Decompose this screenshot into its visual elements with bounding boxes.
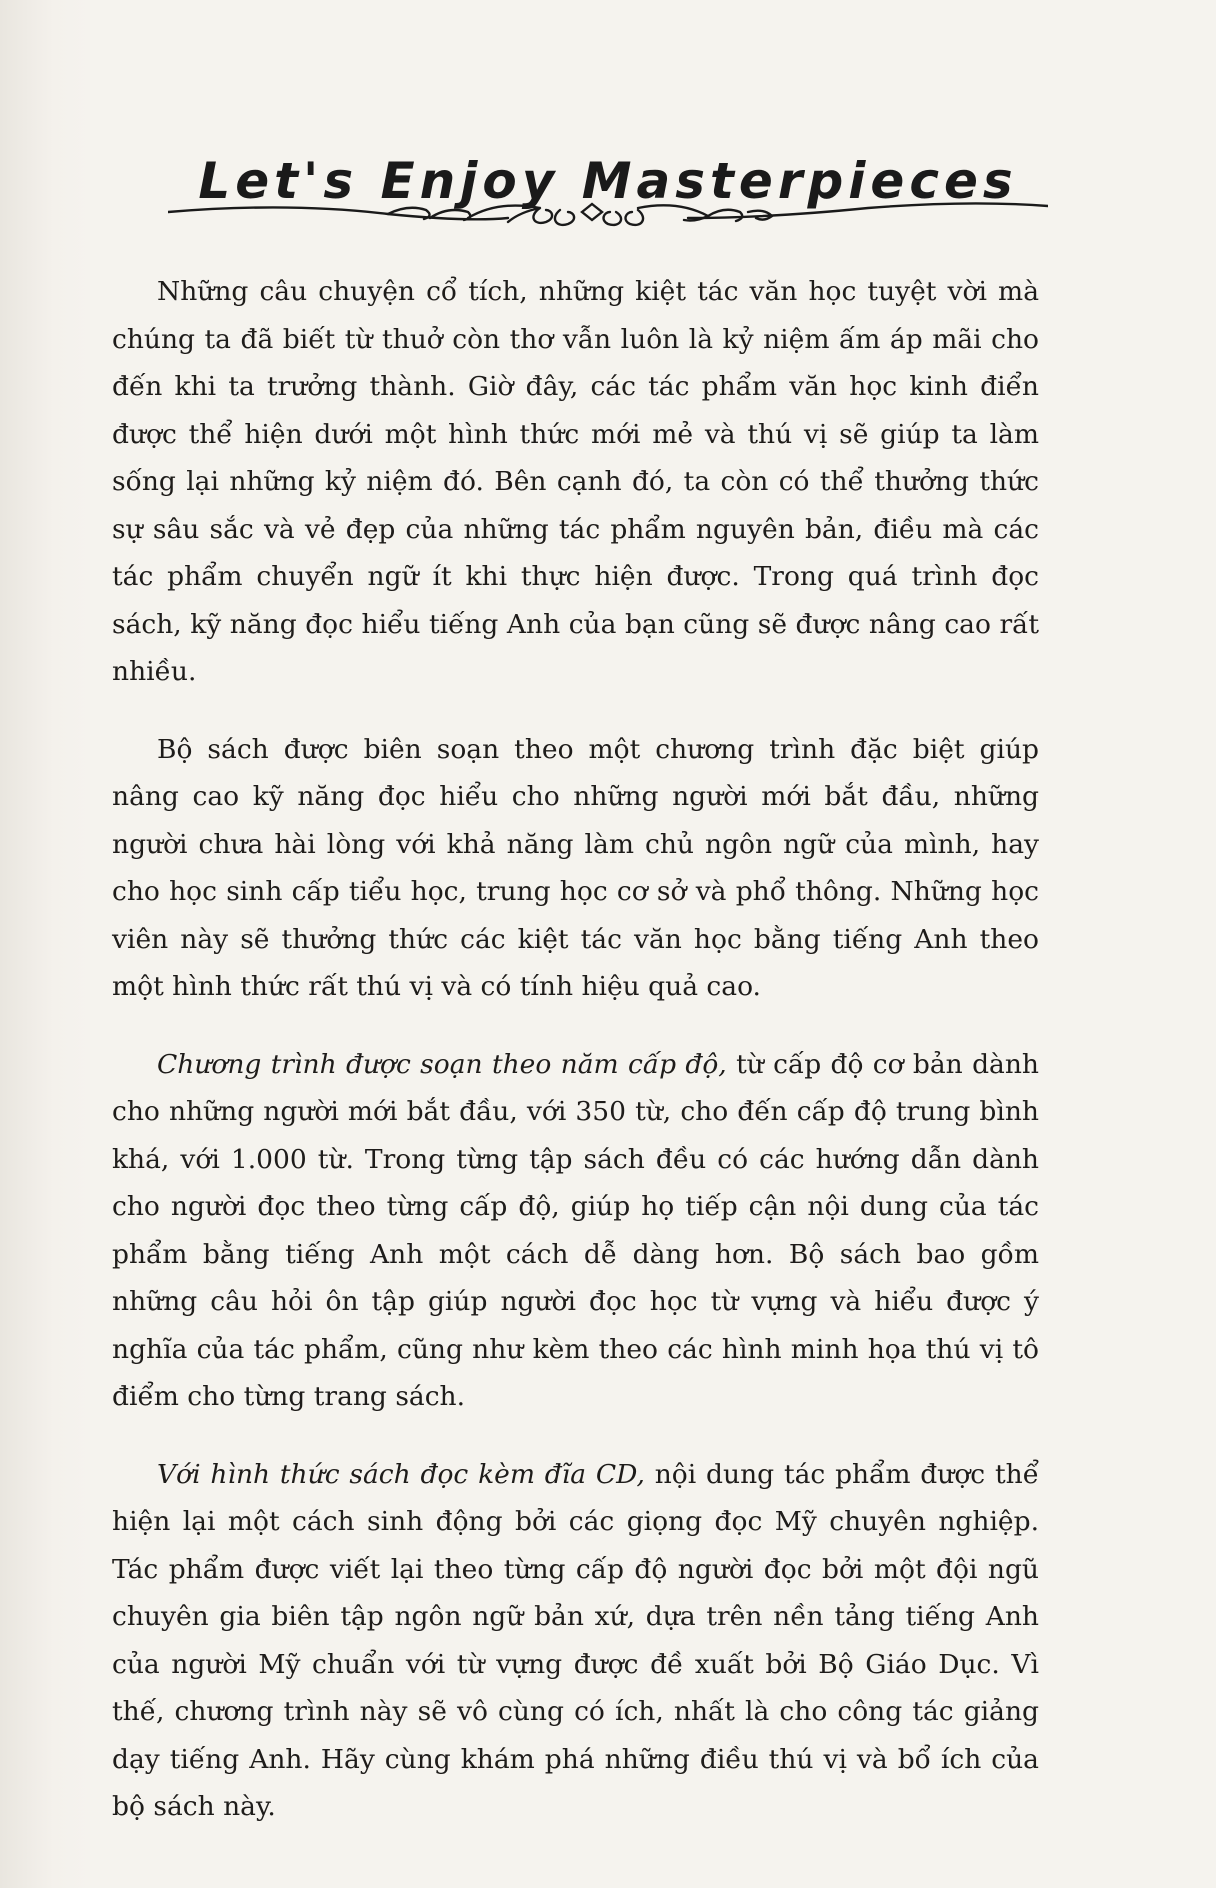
page-title: Let's Enjoy Masterpieces (198, 151, 1018, 210)
title-ornament-divider (168, 188, 1048, 234)
paragraph-text: Bộ sách được biên soạn theo một chương trình đặc biệt giúp nâng cao kỹ năng đọc hiểu cho những người mới bắt đầu, những người chưa hài lòng với khả năng làm chủ ngôn ngữ của mình, hay cho học sinh cấp tiểu học, trung học cơ sở và phổ thông. Những học viên này sẽ thưởng thức các kiệt tác văn học bằng tiếng Anh theo một hình thức rất thú vị và có tính hiệu quả cao. (112, 733, 1039, 1002)
body-text (112, 268, 1039, 1861)
paragraph-text: từ cấp độ cơ bản dành cho những người mới bắt đầu, với 350 từ, cho đến cấp độ trung bình khá, với 1.000 từ. Trong từng tập sách đều có các hướng dẫn dành cho người đọc theo từng cấp độ, giúp họ tiếp cận nội dung của tác phẩm bằng tiếng Anh một cách dễ dàng hơn. Bộ sách bao gồm những câu hỏi ôn tập giúp người đọc học từ vựng và hiểu được ý nghĩa của tác phẩm, cũng như kèm theo các hình minh họa thú vị tô điểm cho từng trang sách. (112, 1048, 1039, 1412)
paragraph-4 (112, 1451, 1039, 1831)
paragraph-1 (112, 268, 1039, 696)
paragraph-lead: Chương trình được soạn theo năm cấp độ, (157, 1048, 727, 1080)
paragraph-lead: Với hình thức sách đọc kèm đĩa CD, (157, 1458, 645, 1490)
paragraph-text: Những câu chuyện cổ tích, những kiệt tác văn học tuyệt vời mà chúng ta đã biết từ thuở còn thơ vẫn luôn là kỷ niệm ấm áp mãi cho đến khi ta trưởng thành. Giờ đây, các tác phẩm văn học kinh điển được thể hiện dưới một hình thức mới mẻ và thú vị sẽ giúp ta làm sống lại những kỷ niệm đó. Bên cạnh đó, ta còn có thể thưởng thức sự sâu sắc và vẻ đẹp của những tác phẩm nguyên bản, điều mà các tác phẩm chuyển ngữ ít khi thực hiện được. Trong quá trình đọc sách, kỹ năng đọc hiểu tiếng Anh của bạn cũng sẽ được nâng cao rất nhiều. (112, 276, 1039, 687)
paragraph-text: nội dung tác phẩm được thể hiện lại một cách sinh động bởi các giọng đọc Mỹ chuyên nghiệp. Tác phẩm được viết lại theo từng cấp độ người đọc bởi một đội ngũ chuyên gia biên tập ngôn ngữ bản xứ, dựa trên nền tảng tiếng Anh của người Mỹ chuẩn với từ vựng được đề xuất bởi Bộ Giáo Dục. Vì thế, chương trình này sẽ vô cùng có ích, nhất là cho công tác giảng dạy tiếng Anh. Hãy cùng khám phá những điều thú vị và bổ ích của bộ sách này. (112, 1458, 1039, 1822)
paragraph-2 (112, 726, 1039, 1011)
paragraph-3 (112, 1041, 1039, 1421)
page-edge-shadow (0, 0, 90, 1888)
